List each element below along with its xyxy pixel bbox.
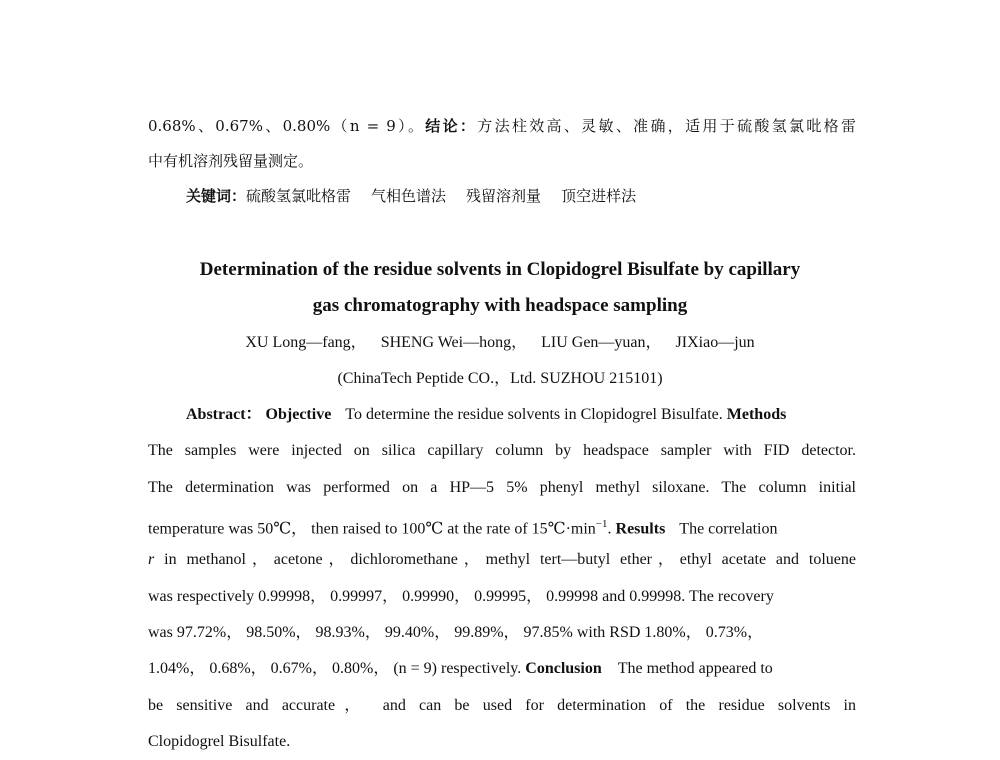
abstract-line-7: was 97.72%， 98.50%， 98.93%， 99.40%， 99.89%， 97.85% with RSD 1.80%， 0.73%，: [148, 624, 764, 641]
correlation-text: The correlation: [679, 520, 778, 538]
author: LIU Gen—yuan，: [541, 334, 662, 351]
keyword: 硫酸氢氯吡格雷: [246, 187, 352, 205]
author: SHENG Wei—hong，: [380, 334, 528, 351]
abstract-line-10: Clopidogrel Bisulfate.: [148, 733, 291, 750]
cn-conclusion-label: 结论：: [425, 117, 478, 135]
cn-abstract-line-2: 中有机溶剂残留量测定。: [148, 152, 314, 170]
conclusion-text: The method appeared to: [617, 660, 773, 677]
authors: [0, 333, 1000, 353]
affiliation: (ChinaTech Peptide CO.，Ltd. SUZHOU 215101): [337, 370, 663, 387]
exponent: −1: [595, 518, 608, 530]
abstract-line-3: The determination was performed on a HP—5 5% phenyl methyl siloxane. The column initial: [148, 479, 856, 496]
abstract-line-1: [186, 405, 856, 425]
abstract-line-4: temperature was 50℃， then raised to 100℃ at the rate of $15℃\cdot\min^{-1}$. Results The correlation: [148, 518, 778, 538]
cn-keywords-label: 关键词：: [186, 187, 247, 205]
methods-label: Methods: [726, 406, 787, 423]
abstract-line-8: [148, 659, 856, 679]
solvents-list: in methanol，acetone，dichloromethane，methyl tert—butyl ether，ethyl acetate and toluene: [164, 551, 856, 568]
abstract-line-2: The samples were injected on silica capillary column by headspace sampler with FID detector.: [148, 442, 856, 459]
paper-title-line-1: Determination of the residue solvents in Clopidogrel Bisulfate by capillary: [199, 259, 801, 280]
cn-results-tail: 0.68%、0.67%、0.80%（n = 9）。: [148, 117, 426, 135]
cn-abstract-line-1: [148, 116, 856, 136]
abstract-line-5: [148, 550, 856, 570]
temperature-text: temperature was 50℃， then raised to 100℃ at the rate of 15℃·min: [148, 520, 596, 538]
abstract-line-9: be sensitive and accurate， and can be used for determination of the residue solvents in: [148, 697, 856, 714]
objective-label: Objective: [265, 406, 332, 423]
conclusion-label: Conclusion: [525, 660, 602, 677]
objective-text: To determine the residue solvents in Clopidogrel Bisulfate.: [345, 406, 723, 423]
cn-conclusion-text: 方法柱效高、灵敏、准确，适用于硫酸氢氯吡格雷: [477, 117, 856, 135]
abstract-label: Abstract：: [186, 406, 262, 423]
results-label: Results: [615, 520, 666, 538]
author: JIXiao—jun: [675, 334, 755, 351]
cn-keywords: [186, 186, 894, 206]
abstract-line-6: was respectively 0.99998， 0.99997， 0.99990， 0.99995， 0.99998 and 0.99998. The recovery: [148, 588, 774, 605]
rsd-tail: 1.04%， 0.68%， 0.67%， 0.80%， (n = 9) respectively.: [148, 660, 522, 677]
keyword: 气相色谱法: [371, 187, 447, 205]
correlation-symbol: r: [148, 551, 155, 568]
keyword: 残留溶剂量: [466, 187, 542, 205]
paper-title-line-2: gas chromatography with headspace sampling: [312, 295, 688, 316]
keyword: 顶空进样法: [561, 187, 637, 205]
author: XU Long—fang，: [245, 334, 367, 351]
